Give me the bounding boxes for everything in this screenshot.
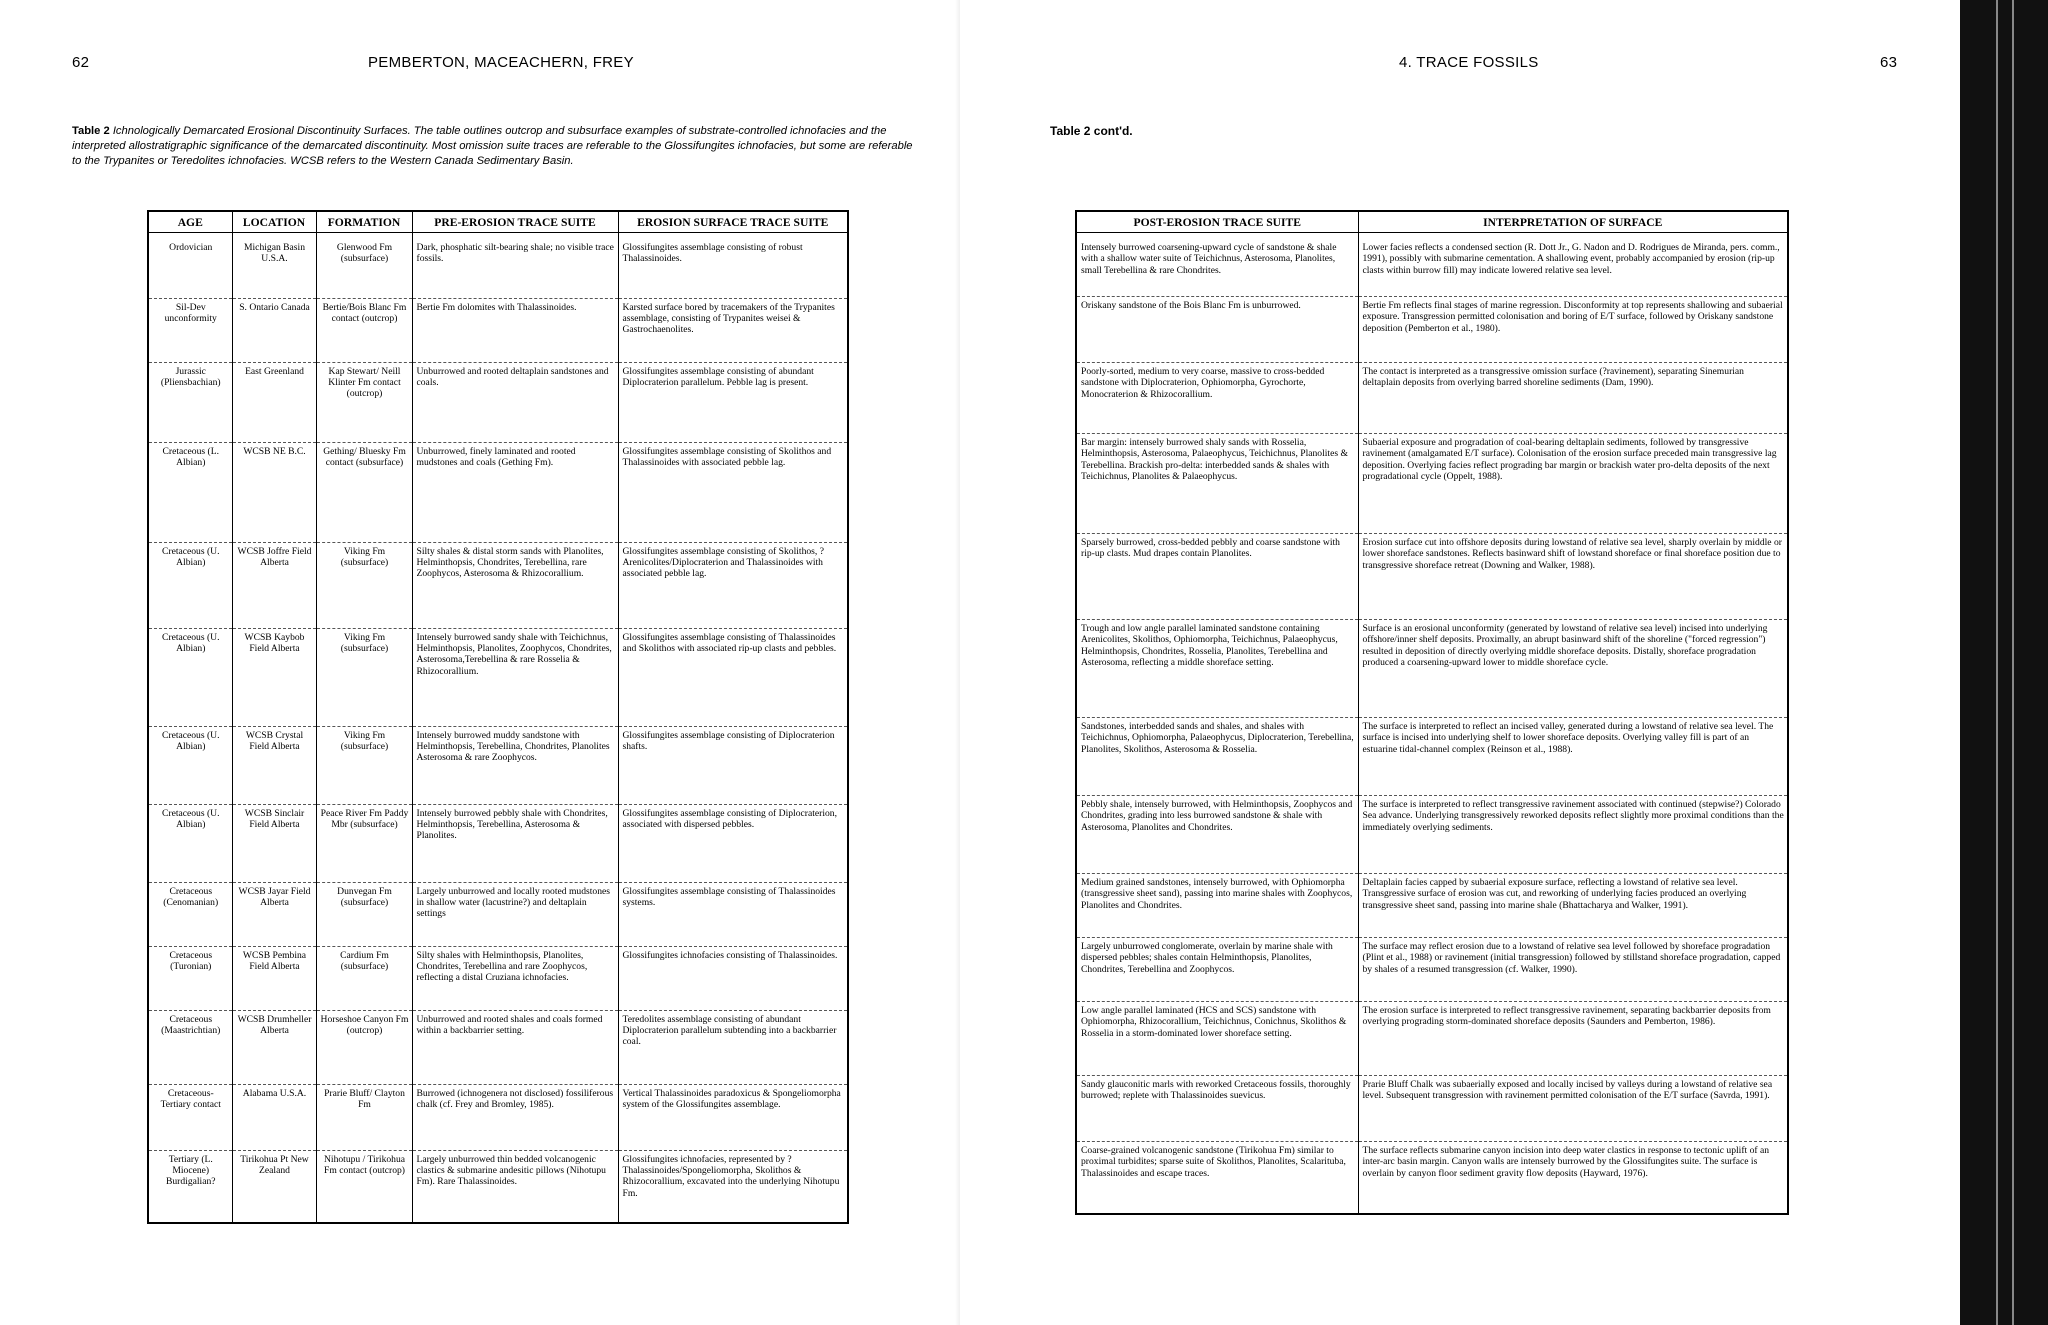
cell-location: WCSB Pembina Field Alberta	[232, 947, 316, 1011]
cell-age: Cretaceous (U. Albian)	[148, 543, 232, 629]
cell-location: Alabama U.S.A.	[232, 1085, 316, 1151]
cell-location: S. Ontario Canada	[232, 299, 316, 363]
cell-pre-erosion: Largely unburrowed thin bedded volcanogenic clastics & submarine andesitic pillows (Nihotupu Fm). Rare Thalassinoides.	[412, 1151, 618, 1223]
cell-location: Michigan Basin U.S.A.	[232, 233, 316, 299]
table-row	[1076, 534, 1788, 620]
cell-interpretation: Deltaplain facies capped by subaerial exposure surface, reflecting a lowstand of relative sea level. Transgressive surface of erosion was cut, and reworking of underlying facies produced an overlying transgressive sheet sand, passing into marine shale (Bhattacharya and Walker, 1991).	[1358, 874, 1788, 938]
header-post-erosion: POST-EROSION TRACE SUITE	[1076, 211, 1358, 233]
cell-age: Sil-Dev unconformity	[148, 299, 232, 363]
cell-formation: Kap Stewart/ Neill Klinter Fm contact (outcrop)	[316, 363, 412, 443]
cell-post-erosion: Poorly-sorted, medium to very coarse, massive to cross-bedded sandstone with Diplocraterion, Ophiomorpha, Gyrochorte, Monocraterion & Rhizocorallium.	[1076, 363, 1358, 434]
table-row	[1076, 938, 1788, 1002]
cell-erosion-surface: Glossifungites assemblage consisting of abundant Diplocraterion parallelum. Pebble lag is present.	[618, 363, 848, 443]
cell-pre-erosion: Silty shales with Helminthopsis, Planolites, Chondrites, Terebellina and rare Zoophycos, reflecting a distal Cruziana ichnofacies.	[412, 947, 618, 1011]
cell-interpretation: The contact is interpreted as a transgressive omission surface (?ravinement), separating Sinemurian deltaplain deposits from overlying barred shoreline sediments (Dam, 1990).	[1358, 363, 1788, 434]
cell-pre-erosion: Burrowed (ichnogenera not disclosed) fossiliferous chalk (cf. Frey and Bromley, 1985).	[412, 1085, 618, 1151]
table-row	[1076, 718, 1788, 796]
page-number-right: 63	[1880, 54, 1898, 71]
running-head-left: PEMBERTON, MACEACHERN, FREY	[368, 54, 634, 71]
cell-interpretation: Lower facies reflects a condensed section (R. Dott Jr., G. Nadon and D. Rodrigues de Miranda, pers. comm., 1991), possibly with submarine cementation. A shallowing event, probably accompanied by erosion (rip-up clasts within burrow fill) may indicate lowered relative sea level.	[1358, 233, 1788, 297]
cell-formation: Cardium Fm (subsurface)	[316, 947, 412, 1011]
cell-formation: Viking Fm (subsurface)	[316, 629, 412, 727]
cell-formation: Horseshoe Canyon Fm (outcrop)	[316, 1011, 412, 1085]
cell-formation: Gething/ Bluesky Fm contact (subsurface)	[316, 443, 412, 543]
cell-post-erosion: Trough and low angle parallel laminated sandstone containing Arenicolites, Skolithos, Ophiomorpha, Teichichnus, Palaeophycus, Helminthopsis, Chondrites, Rosselia, Planolites, Terebellina and Asterosoma, reflecting a middle shoreface setting.	[1076, 620, 1358, 718]
table-row	[1076, 796, 1788, 874]
cell-erosion-surface: Glossifungites assemblage consisting of Diplocraterion, associated with dispersed pebbles.	[618, 805, 848, 883]
cell-post-erosion: Low angle parallel laminated (HCS and SCS) sandstone with Ophiomorpha, Rhizocorallium, Teichichnus, Conichnus, Skolithos & Rosselia in a storm-dominated lower shoreface setting.	[1076, 1002, 1358, 1076]
caption-text: Ichnologically Demarcated Erosional Discontinuity Surfaces. The table outlines outcrop and subsurface examples of substrate-controlled ichnofacies and the interpreted allostratigraphic significance of the demarcated discontinuity. Most omission suite traces are referable to the Glossifungites ichnofacies, but some are referable to the Trypanites or Teredolites ichnofacies. WCSB refers to the Western Canada Sedimentary Basin.	[72, 125, 913, 167]
cell-formation: Nihotupu / Tirikohua Fm contact (outcrop)	[316, 1151, 412, 1223]
table-row	[1076, 434, 1788, 534]
caption-label: Table 2	[72, 125, 110, 137]
cell-pre-erosion: Intensely burrowed pebbly shale with Chondrites, Helminthopsis, Terebellina, Asterosoma & Planolites.	[412, 805, 618, 883]
cell-post-erosion: Bar margin: intensely burrowed shaly sands with Rosselia, Helminthopsis, Asterosoma, Palaeophycus, Teichichnus, Planolites & Terebellina. Brackish pro-delta: interbedded sands & shales with Teichichnus, Planolites & Palaeophycus.	[1076, 434, 1358, 534]
cell-pre-erosion: Largely unburrowed and locally rooted mudstones in shallow water (lacustrine?) and deltaplain settings	[412, 883, 618, 947]
cell-post-erosion: Sandstones, interbedded sands and shales, and shales with Teichichnus, Ophiomorpha, Palaeophycus, Diplocraterion, Terebellina, Planolites, Skolithos, Asterosoma & Rosselia.	[1076, 718, 1358, 796]
scan-edge	[1960, 0, 2048, 1325]
left-page	[0, 0, 960, 1325]
cell-interpretation: The surface reflects submarine canyon incision into deep water clastics in response to tectonic uplift of an inter-arc basin margin. Canyon walls are intensely burrowed by the Glossifungites suite. The surface is overlain by canyon floor sediment gravity flow deposits (Hayward, 1976).	[1358, 1142, 1788, 1214]
cell-post-erosion: Coarse-grained volcanogenic sandstone (Tirikohua Fm) similar to proximal turbidites; sparse suite of Skolithos, Planolites, Scalarituba, Thalassinoides and escape traces.	[1076, 1142, 1358, 1214]
cell-location: WCSB Drumheller Alberta	[232, 1011, 316, 1085]
table-row	[1076, 1002, 1788, 1076]
table-row	[148, 805, 848, 883]
cell-interpretation: Erosion surface cut into offshore deposits during lowstand of relative sea level, sharply overlain by middle or lower shoreface sandstones. Reflects basinward shift of lowstand shoreface or final shoreface position due to transgressive shoreface retreat (Downing and Walker, 1988).	[1358, 534, 1788, 620]
cell-age: Cretaceous (Maastrichtian)	[148, 1011, 232, 1085]
cell-location: WCSB Joffre Field Alberta	[232, 543, 316, 629]
erosion-surfaces-table	[147, 210, 849, 1224]
cell-pre-erosion: Silty shales & distal storm sands with Planolites, Helminthopsis, Chondrites, Terebellina, rare Zoophycos, Asterosoma & Rhizocorallium.	[412, 543, 618, 629]
scan-streak	[1996, 0, 1998, 1325]
cell-age: Cretaceous (L. Albian)	[148, 443, 232, 543]
cell-pre-erosion: Intensely burrowed muddy sandstone with Helminthopsis, Terebellina, Chondrites, Planolites Asterosoma & rare Zoophycos.	[412, 727, 618, 805]
cell-age: Jurassic (Pliensbachian)	[148, 363, 232, 443]
cell-location: WCSB Kaybob Field Alberta	[232, 629, 316, 727]
table-row	[1076, 1076, 1788, 1142]
table-row	[148, 1085, 848, 1151]
cell-age: Cretaceous (U. Albian)	[148, 805, 232, 883]
cell-age: Cretaceous (Turonian)	[148, 947, 232, 1011]
cell-post-erosion: Medium grained sandstones, intensely burrowed, with Ophiomorpha (transgressive sheet sand), passing into marine shales with Zoophycos, Planolites and Chondrites.	[1076, 874, 1358, 938]
cell-age: Ordovician	[148, 233, 232, 299]
table-row	[1076, 363, 1788, 434]
cell-post-erosion: Oriskany sandstone of the Bois Blanc Fm is unburrowed.	[1076, 297, 1358, 363]
cell-erosion-surface: Glossifungites assemblage consisting of Diplocraterion shafts.	[618, 727, 848, 805]
cell-erosion-surface: Glossifungites assemblage consisting of robust Thalassinoides.	[618, 233, 848, 299]
table-row	[1076, 233, 1788, 297]
cell-pre-erosion: Dark, phosphatic silt-bearing shale; no visible trace fossils.	[412, 233, 618, 299]
table-row	[1076, 620, 1788, 718]
cell-erosion-surface: Vertical Thalassinoides paradoxicus & Spongeliomorpha system of the Glossifungites assemblage.	[618, 1085, 848, 1151]
cell-erosion-surface: Glossifungites assemblage consisting of Skolithos and Thalassinoides with associated pebble lag.	[618, 443, 848, 543]
table-row	[148, 363, 848, 443]
cell-interpretation: Surface is an erosional unconformity (generated by lowstand of relative sea level) incised into underlying offshore/inner shelf deposits. Proximally, an abrupt basinward shift of the shoreline ("forced regression") resulted in deposition of directly overlying middle shoreface deposits. Distally, shoreface progradation produced a coarsening-upward lower to middle shoreface cycle.	[1358, 620, 1788, 718]
cell-erosion-surface: Glossifungites assemblage consisting of Skolithos, ?Arenicolites/Diplocraterion and Thalassinoides with associated pebble lag.	[618, 543, 848, 629]
table-row	[148, 543, 848, 629]
cell-pre-erosion: Intensely burrowed sandy shale with Teichichnus, Helminthopsis, Planolites, Zoophycos, Chondrites, Asterosoma,Terebellina & rare Rosselia & Rhizocorallium.	[412, 629, 618, 727]
cell-formation: Dunvegan Fm (subsurface)	[316, 883, 412, 947]
cell-erosion-surface: Glossifungites ichnofacies, represented by ?Thalassinoides/Spongeliomorpha, Skolithos & Rhizocorallium, excavated into the underlying Nihotupu Fm.	[618, 1151, 848, 1223]
running-head-right: 4. TRACE FOSSILS	[1399, 54, 1539, 71]
table-caption	[72, 124, 922, 169]
cell-formation: Peace River Fm Paddy Mbr (subsurface)	[316, 805, 412, 883]
table-row	[148, 1011, 848, 1085]
cell-age: Cretaceous (U. Albian)	[148, 727, 232, 805]
cell-erosion-surface: Glossifungites ichnofacies consisting of Thalassinoides.	[618, 947, 848, 1011]
cell-age: Tertiary (L. Miocene) Burdigalian?	[148, 1151, 232, 1223]
header-age: AGE	[148, 211, 232, 233]
cell-post-erosion: Intensely burrowed coarsening-upward cycle of sandstone & shale with a shallow water suite of Teichichnus, Asterosoma, Planolites, small Terebellina & rare Chondrites.	[1076, 233, 1358, 297]
cell-erosion-surface: Glossifungites assemblage consisting of Thalassinoides systems.	[618, 883, 848, 947]
table-header-row	[1076, 211, 1788, 233]
table-row	[148, 727, 848, 805]
cell-interpretation: The surface may reflect erosion due to a lowstand of relative sea level followed by shoreface progradation (Plint et al., 1988) or ravinement (initial transgression) followed by stillstand shoreface progradation, capped by shales of a resumed transgression (cf. Walker, 1990).	[1358, 938, 1788, 1002]
table-row	[1076, 297, 1788, 363]
table-body	[1076, 233, 1788, 1214]
table-row	[148, 443, 848, 543]
cell-post-erosion: Sandy glauconitic marls with reworked Cretaceous fossils, thoroughly burrowed; replete with Thalassinoides suevicus.	[1076, 1076, 1358, 1142]
cell-age: Cretaceous (Cenomanian)	[148, 883, 232, 947]
cell-interpretation: The surface is interpreted to reflect an incised valley, generated during a lowstand of relative sea level. The surface is incised into underlying shelf to lower shoreface deposits. Overlying valley fill is part of an estuarine tidal-channel complex (Reinson et al., 1988).	[1358, 718, 1788, 796]
header-interpretation: INTERPRETATION OF SURFACE	[1358, 211, 1788, 233]
cell-formation: Glenwood Fm (subsurface)	[316, 233, 412, 299]
table-row	[1076, 874, 1788, 938]
cell-pre-erosion: Unburrowed and rooted shales and coals formed within a backbarrier setting.	[412, 1011, 618, 1085]
table-row	[148, 629, 848, 727]
cell-location: WCSB NE B.C.	[232, 443, 316, 543]
page-number-left: 62	[72, 54, 90, 71]
cell-location: Tirikohua Pt New Zealand	[232, 1151, 316, 1223]
cell-erosion-surface: Glossifungites assemblage consisting of Thalassinoides and Skolithos with associated rip-up clasts and pebbles.	[618, 629, 848, 727]
cell-interpretation: The erosion surface is interpreted to reflect transgressive ravinement, separating backbarrier deposits from overlying prograding storm-dominated shoreface deposits (Saunders and Pemberton, 1986).	[1358, 1002, 1788, 1076]
header-location: LOCATION	[232, 211, 316, 233]
table-header-row	[148, 211, 848, 233]
cell-age: Cretaceous-Tertiary contact	[148, 1085, 232, 1151]
cell-formation: Prarie Bluff/ Clayton Fm	[316, 1085, 412, 1151]
erosion-surfaces-table-continued	[1075, 210, 1789, 1215]
table-row	[148, 947, 848, 1011]
cell-age: Cretaceous (U. Albian)	[148, 629, 232, 727]
cell-formation: Viking Fm (subsurface)	[316, 727, 412, 805]
cell-interpretation: Subaerial exposure and progradation of coal-bearing deltaplain sediments, followed by transgressive ravinement (amalgamated E/T surface). Colonisation of the erosion surface preceded main transgressive lag deposition. Overlying facies reflect prograding bar margin or brackish water pro-delta deposits of the next progradational cycle (Oppelt, 1988).	[1358, 434, 1788, 534]
cell-formation: Viking Fm (subsurface)	[316, 543, 412, 629]
cell-pre-erosion: Unburrowed and rooted deltaplain sandstones and coals.	[412, 363, 618, 443]
table-row	[148, 299, 848, 363]
cell-interpretation: Bertie Fm reflects final stages of marine regression. Disconformity at top represents shallowing and subaerial exposure. Transgression permitted colonisation and boring of E/T surface, followed by Oriskany sandstone deposition (Pemberton et al., 1980).	[1358, 297, 1788, 363]
cell-pre-erosion: Bertie Fm dolomites with Thalassinoides.	[412, 299, 618, 363]
header-pre-erosion: PRE-EROSION TRACE SUITE	[412, 211, 618, 233]
cell-location: WCSB Crystal Field Alberta	[232, 727, 316, 805]
table-row	[148, 883, 848, 947]
cell-erosion-surface: Karsted surface bored by tracemakers of the Trypanites assemblage, consisting of Trypanites weisei & Gastrochaenolites.	[618, 299, 848, 363]
scan-streak	[2012, 0, 2014, 1325]
table-body	[148, 233, 848, 1223]
cell-interpretation: The surface is interpreted to reflect transgressive ravinement associated with continued (stepwise?) Colorado Sea advance. Underlying transgressively reworked deposits reflect slightly more proximal conditions than the immediately overlying sediments.	[1358, 796, 1788, 874]
table-caption-continued: Table 2 cont'd.	[1050, 124, 1133, 138]
cell-post-erosion: Sparsely burrowed, cross-bedded pebbly and coarse sandstone with rip-up clasts. Mud drapes contain Planolites.	[1076, 534, 1358, 620]
cell-location: East Greenland	[232, 363, 316, 443]
cell-location: WCSB Jayar Field Alberta	[232, 883, 316, 947]
cell-post-erosion: Largely unburrowed conglomerate, overlain by marine shale with dispersed pebbles; shales contain Helminthopsis, Planolites, Chondrites, Terebellina and Zoophycos.	[1076, 938, 1358, 1002]
cell-post-erosion: Pebbly shale, intensely burrowed, with Helminthopsis, Zoophycos and Chondrites, grading into less burrowed sandstone & shale with Asterosoma, Planolites and Chondrites.	[1076, 796, 1358, 874]
cell-pre-erosion: Unburrowed, finely laminated and rooted mudstones and coals (Gething Fm).	[412, 443, 618, 543]
header-formation: FORMATION	[316, 211, 412, 233]
table-row	[1076, 1142, 1788, 1214]
table-row	[148, 1151, 848, 1223]
table-row	[148, 233, 848, 299]
header-erosion-surface: EROSION SURFACE TRACE SUITE	[618, 211, 848, 233]
cell-erosion-surface: Teredolites assemblage consisting of abundant Diplocraterion parallelum subtending into a backbarrier coal.	[618, 1011, 848, 1085]
cell-interpretation: Prarie Bluff Chalk was subaerially exposed and locally incised by valleys during a lowstand of relative sea level. Subsequent transgression with ravinement permitted colonisation of the E/T surface (Savrda, 1991).	[1358, 1076, 1788, 1142]
cell-formation: Bertie/Bois Blanc Fm contact (outcrop)	[316, 299, 412, 363]
cell-location: WCSB Sinclair Field Alberta	[232, 805, 316, 883]
